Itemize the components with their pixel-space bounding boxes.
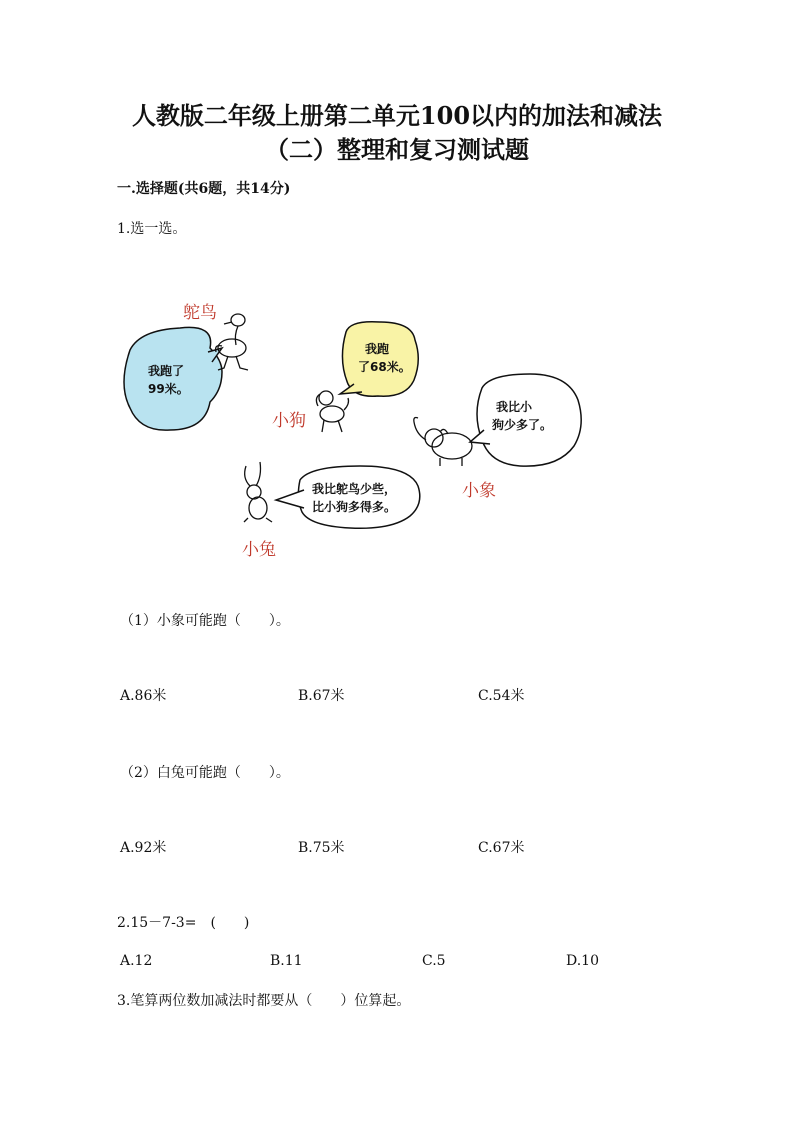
- question-1-sub-1: （1）小象可能跑（ ）。: [120, 613, 290, 629]
- option-a[interactable]: A.12: [120, 953, 153, 969]
- label-rabbit: 小兔: [242, 540, 276, 560]
- option-a[interactable]: A.86米: [120, 688, 167, 704]
- label-ostrich: 鸵鸟: [183, 303, 217, 323]
- rabbit-bubble-line-1: 我比鸵鸟少些，: [312, 482, 397, 496]
- option-b[interactable]: B.75米: [298, 840, 345, 856]
- option-c[interactable]: C.54米: [478, 688, 525, 704]
- question-1-prompt: 1.选一选。: [117, 221, 187, 237]
- page-subtitle: （二）整理和复习测试题: [265, 135, 529, 164]
- section-heading: 一.选择题(共6题，共14分): [117, 181, 291, 197]
- option-b[interactable]: B.11: [270, 953, 303, 969]
- elephant-bubble-line-2: 狗少多了。: [492, 418, 553, 432]
- question-1-sub-2: （2）白兔可能跑（ ）。: [120, 765, 290, 781]
- label-dog: 小狗: [272, 411, 306, 431]
- dog-bubble-line-1: 我跑: [365, 342, 390, 356]
- ostrich-bubble-line-1: 我跑了: [148, 364, 185, 378]
- option-b[interactable]: B.67米: [298, 688, 345, 704]
- label-elephant: 小象: [462, 481, 496, 501]
- elephant-bubble-line-1: 我比小: [496, 400, 533, 414]
- question-2: 2.15－7-3= ( ): [117, 915, 250, 931]
- dog-icon: [316, 391, 348, 432]
- elephant-icon: [414, 418, 472, 467]
- option-a[interactable]: A.92米: [120, 840, 167, 856]
- option-c[interactable]: C.5: [422, 953, 446, 969]
- page-title: 人教版二年级上册第二单元100以内的加法和减法: [131, 101, 663, 130]
- dog-bubble-line-2: 了68米。: [358, 360, 411, 374]
- rabbit-icon: [244, 462, 272, 522]
- option-d[interactable]: D.10: [566, 953, 599, 969]
- ostrich-bubble-line-2: 99米。: [148, 382, 189, 396]
- rabbit-bubble-line-2: 比小狗多得多。: [312, 500, 397, 514]
- option-c[interactable]: C.67米: [478, 840, 525, 856]
- question-3: 3.笔算两位数加减法时都要从（ ）位算起。: [117, 993, 411, 1009]
